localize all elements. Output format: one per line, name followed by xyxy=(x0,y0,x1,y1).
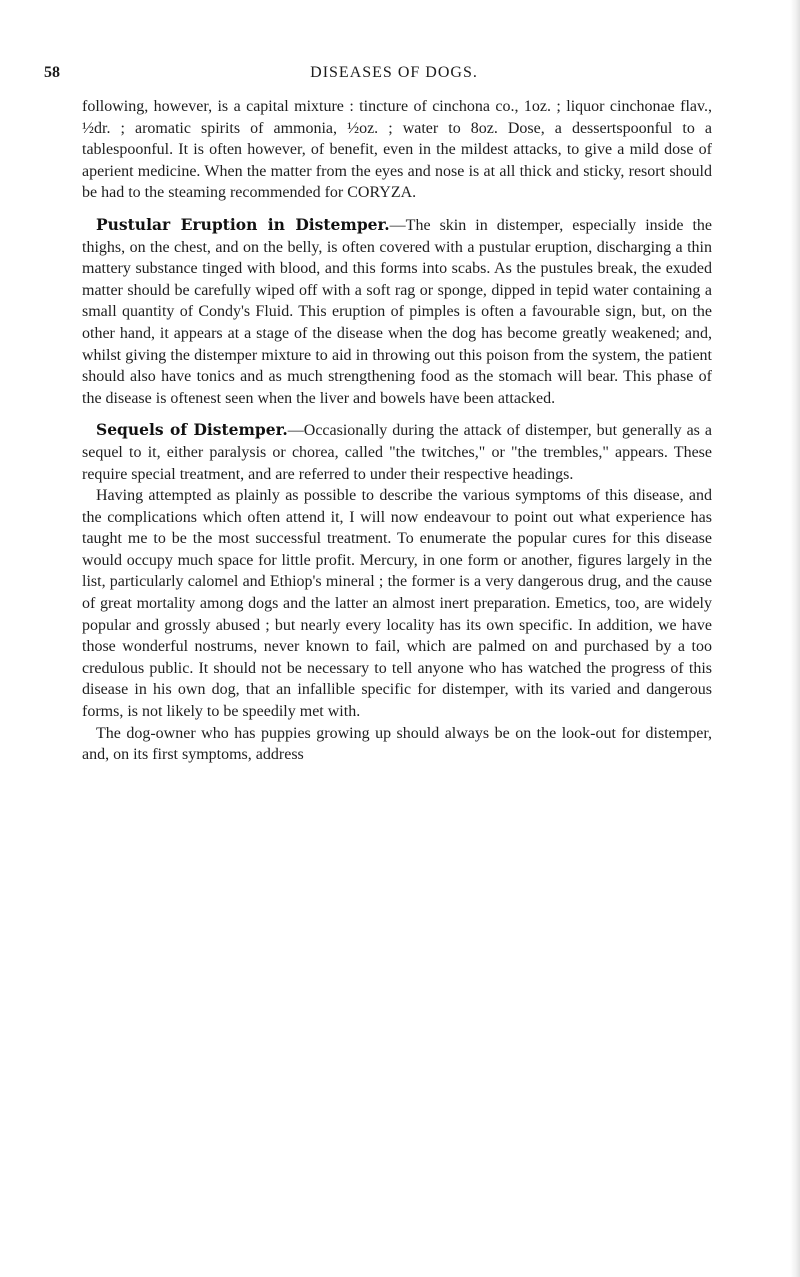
section-heading: Pustular Eruption in Distemper. xyxy=(96,214,390,234)
paragraph-pustular-eruption xyxy=(82,214,712,409)
page-edge-shadow xyxy=(790,0,800,1277)
paragraph-text: The dog-owner who has puppies growing up should always be on the look-out for distemper, and, on its first symptoms, address xyxy=(82,724,712,764)
body-text xyxy=(82,96,712,766)
paragraph-treatment xyxy=(82,485,712,723)
paragraph-text: Having attempted as plainly as possible to describe the various symptoms of this disease, and the complications which often attend it, I will now endeavour to point out what experience has taught me to be the most successful treatment. To enumerate the popular cures for this disease would occupy much space for little profit. Mercury, in one form or another, figures largely in the list, particularly calomel and Ethiop's mineral ; the former is a very dangerous drug, and the cause of great mortality among dogs and the latter an almost inert preparation. Emetics, too, are widely popular and grossly abused ; but nearly every locality has its own specific. In addition, we have those wonderful nostrums, never known to fail, which are palmed on and purchased by a too credulous public. It should not be necessary to tell anyone who has watched the progress of this disease in his own dog, that an infallible specific for distemper, with its varied and dangerous forms, is not likely to be speedily met with. xyxy=(82,487,712,721)
section-heading: Sequels of Distemper. xyxy=(96,420,288,440)
page-number: 58 xyxy=(44,64,60,81)
paragraph-text: —Occasionally during the attack of distemper, but generally as a sequel to it, either paralysis or chorea, called "the twitches," or "the trembles," appears. These require special treatment, and are referred to under their respective headings. xyxy=(82,422,712,483)
paragraph-puppies xyxy=(82,723,712,766)
paragraph-text: following, however, is a capital mixture : tincture of cinchona co., 1oz. ; liquor cinchonae flav., ½dr. ; aromatic spirits of ammonia, ½oz. ; water to 8oz. Dose, a dessertspoonful to a tablespoonful. It is often however, of benefit, even in the mildest attacks, to give a mild dose of aperient medicine. When the matter from the eyes and nose is at all thick and sticky, resort should be had to the steaming recommended for CORYZA. xyxy=(82,98,712,202)
paragraph-sequels xyxy=(82,419,712,485)
paragraph-continuation xyxy=(82,96,712,204)
paragraph-text: —The skin in distemper, especially inside the thighs, on the chest, and on the belly, is often covered with a pustular eruption, discharging a thin mattery substance tinged with blood, and this forms into scabs. As the pustules break, the exuded matter should be carefully wiped off with a soft rag or sponge, dipped in tepid water containing a small quantity of Condy's Fluid. This eruption of pimples is often a favourable sign, but, on the other hand, it appears at a stage of the disease when the dog has become greatly weakened; and, whilst giving the distemper mixture to aid in throwing out this poison from the system, the patient should also have tonics and as much strengthening food as the stomach will bear. This phase of the disease is oftenest seen when the liver and bowels have been attacked. xyxy=(82,216,712,407)
running-header xyxy=(44,64,744,88)
running-title: DISEASES OF DOGS. xyxy=(310,64,478,81)
